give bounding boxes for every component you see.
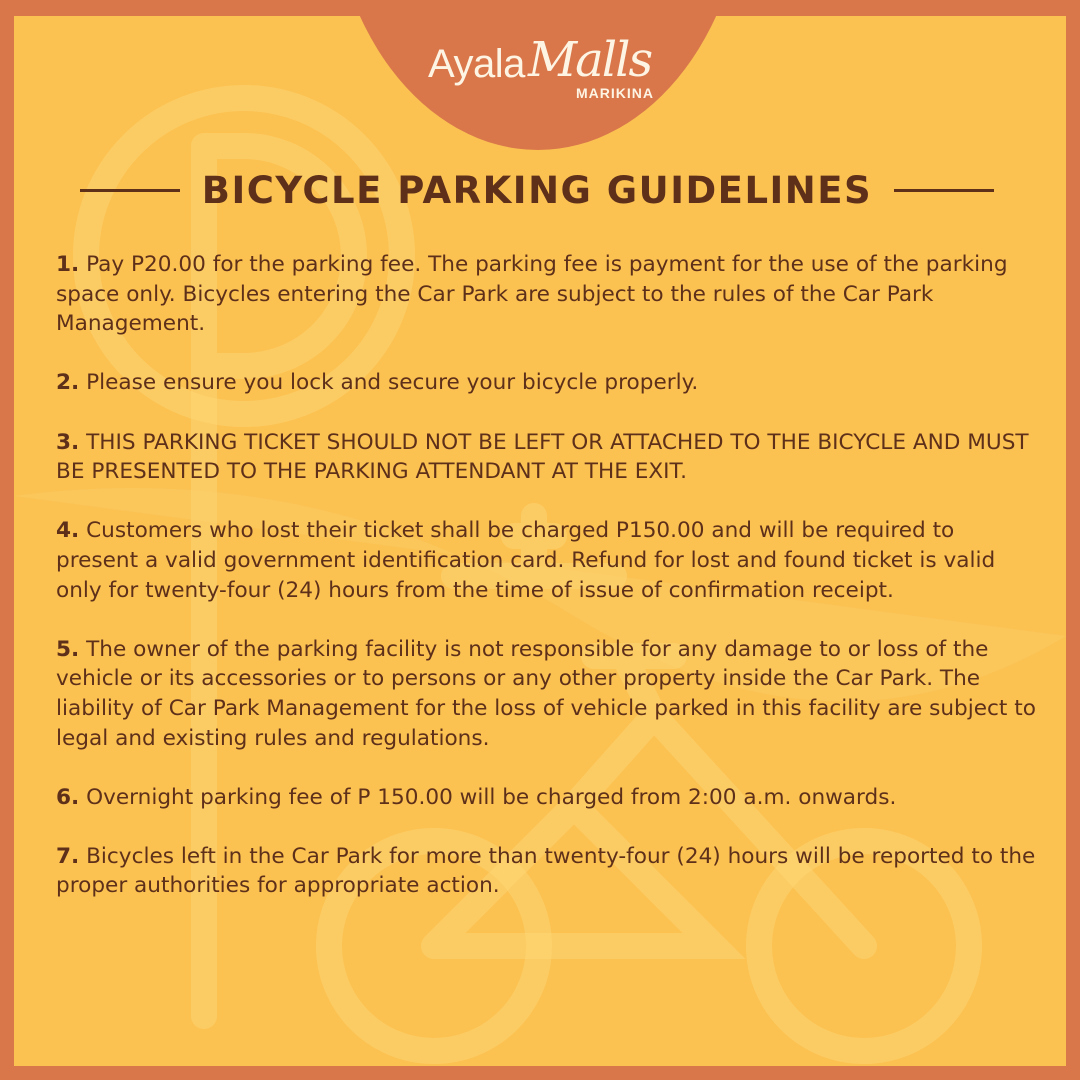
guideline-text: Customers who lost their ticket shall be charged P150.00 and will be required to present a valid government identification card. Refund for lost and found ticket is valid only for twenty-four (24) hours from the time of issue of confirmation receipt. <box>56 518 996 603</box>
guideline-item <box>56 368 1036 398</box>
guideline-text: Pay P20.00 for the parking fee. The parking fee is payment for the use of the parking space only. Bicycles entering the Car Park are subject to the rules of the Car Park Management. <box>56 252 1008 337</box>
guideline-number: 7. <box>56 843 80 869</box>
guideline-item <box>56 783 1036 813</box>
guideline-text: The owner of the parking facility is not responsible for any damage to or loss of the vehicle or its accessories or to persons or any other property inside the Car Park. The liability of Car Park Management for the loss of vehicle parked in this facility are subject to legal and existing rules and regulations. <box>56 636 1036 751</box>
guideline-number: 1. <box>56 252 80 277</box>
poster-panel <box>14 16 1066 1066</box>
guideline-item <box>56 842 1036 901</box>
guideline-number: 2. <box>56 370 80 396</box>
guideline-text: THIS PARKING TICKET SHOULD NOT BE LEFT OR ATTACHED TO THE BICYCLE AND MUST BE PRESENTED TO THE PARKING ATTENDANT AT THE EXIT. <box>56 429 1029 485</box>
logo-branch-text: MARIKINA <box>576 85 654 101</box>
guideline-number: 5. <box>56 636 80 662</box>
title-right-rule <box>894 189 994 192</box>
logo-ayala-text: Ayala <box>428 42 525 86</box>
guideline-number: 4. <box>56 518 80 544</box>
guideline-text: Please ensure you lock and secure your bicycle properly. <box>86 370 699 396</box>
guideline-text: Overnight parking fee of P 150.00 will be charged from 2:00 a.m. onwards. <box>86 784 897 810</box>
ayala-malls-marikina-logo <box>14 16 1066 156</box>
title-row <box>64 166 1010 214</box>
guideline-item <box>56 428 1036 487</box>
guidelines-list <box>56 250 1036 931</box>
title-left-rule <box>80 189 180 192</box>
guideline-item <box>56 516 1036 605</box>
guideline-text: Bicycles left in the Car Park for more than twenty-four (24) hours will be reported to the proper authorities for appropriate action. <box>56 843 1036 899</box>
guideline-item <box>56 635 1036 753</box>
guideline-number: 3. <box>56 429 80 455</box>
guideline-number: 6. <box>56 784 80 810</box>
logo-malls-text: Malls <box>528 32 652 88</box>
guideline-item <box>56 250 1036 339</box>
page-title: BICYCLE PARKING GUIDELINES <box>201 168 873 212</box>
